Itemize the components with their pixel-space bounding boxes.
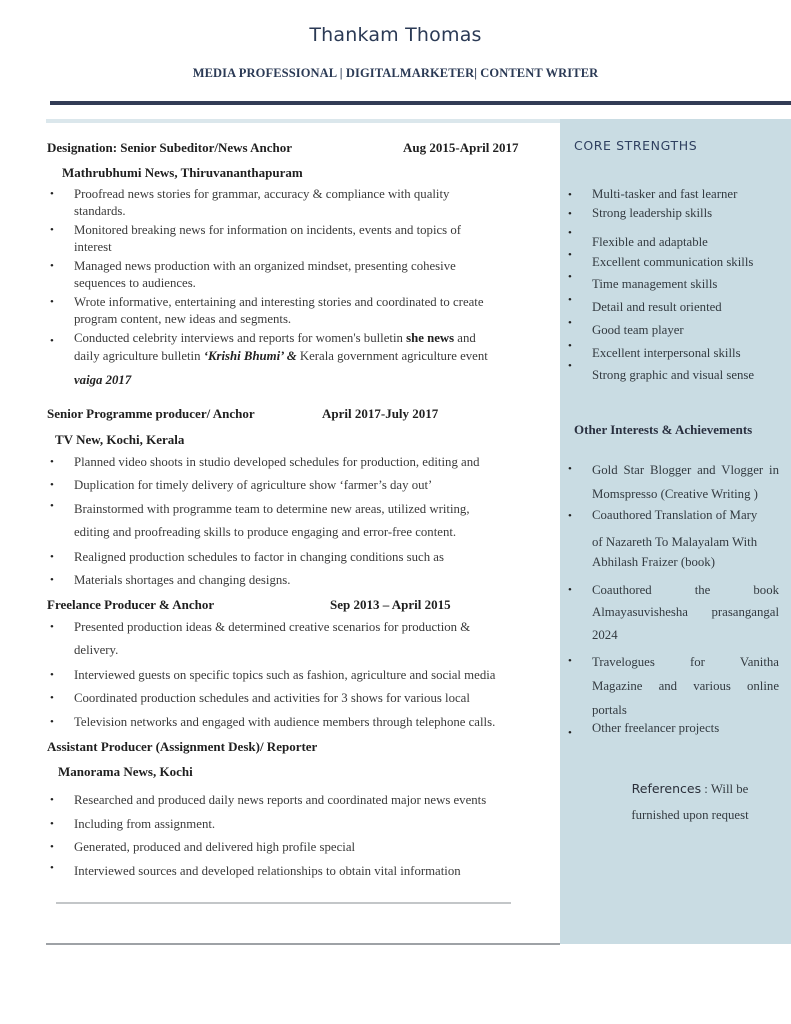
core-strength-item: Multi-tasker and fast learner: [592, 187, 738, 201]
interest-item-continued: Momspresso (Creative Writing ): [592, 487, 758, 501]
references-label: References: [631, 781, 702, 796]
bullet-icon: •: [568, 249, 572, 261]
job-title: Freelance Producer & Anchor: [47, 597, 215, 612]
core-strength-item: Strong leadership skills: [592, 206, 713, 220]
interest-item-continued: 2024: [592, 628, 618, 642]
bullet-icon: •: [50, 188, 54, 200]
bullet-icon: •: [50, 335, 54, 347]
header-divider: [50, 101, 791, 105]
bullet-icon: •: [50, 479, 54, 491]
references-note: References : Will be furnished upon request: [631, 781, 749, 822]
bullet-icon: •: [50, 260, 54, 272]
bullet-icon: •: [50, 669, 54, 681]
bullet-icon: •: [50, 692, 54, 704]
bullet-icon: •: [568, 463, 572, 475]
core-strength-item: Strong graphic and visual sense: [592, 368, 755, 382]
core-strength-item: Flexible and adaptable: [592, 235, 708, 249]
core-strength-item: Excellent communication skills: [592, 255, 754, 269]
bullet-icon: •: [568, 655, 572, 667]
bullet-icon: •: [50, 296, 54, 308]
interest-item: Travelogues for Vanitha: [592, 655, 779, 669]
krishi-bhumi-bulletin: ‘Krishi Bhumi’ &: [203, 349, 297, 363]
bullet-icon: •: [568, 584, 572, 596]
bullet-icon: •: [50, 841, 54, 853]
job-title: Senior Programme producer/ Anchor: [47, 406, 255, 421]
bullet-icon: •: [50, 818, 54, 830]
bullet-icon: •: [50, 500, 54, 512]
interest-item-continued: Almayasuvishesha prasangangal: [592, 605, 779, 619]
bullet-icon: •: [568, 317, 572, 329]
interest-item-continued: portals: [592, 703, 627, 717]
interest-item: Coauthored Translation of Mary: [592, 508, 758, 522]
bullet-icon: •: [50, 621, 54, 633]
interest-item: Gold Star Blogger and Vlogger in: [592, 463, 779, 477]
interests-heading: Other Interests & Achievements: [574, 422, 753, 437]
section-divider: [56, 902, 511, 904]
bullet-icon: •: [50, 862, 54, 874]
interest-item-continued: of Nazareth To Malayalam With: [592, 535, 758, 549]
bullet-icon: •: [568, 189, 572, 201]
interest-item: Other freelancer projects: [592, 721, 720, 735]
bullet-icon: •: [568, 294, 572, 306]
job-dates: April 2017-July 2017: [322, 406, 439, 421]
job-title: Designation: Senior Subeditor/News Anchor: [47, 140, 292, 155]
interest-item: Coauthored the book: [592, 583, 779, 597]
bullet-icon: •: [50, 551, 54, 563]
bullet-icon: •: [568, 360, 572, 372]
main-bottom-divider: [46, 943, 560, 945]
interest-item-continued: Magazine and various online: [592, 679, 779, 693]
bullet-icon: •: [50, 574, 54, 586]
core-strength-item: Good team player: [592, 323, 684, 337]
bullet-icon: •: [568, 727, 572, 739]
company-name: TV New, Kochi, Kerala: [55, 432, 185, 447]
bullet-icon: •: [568, 271, 572, 283]
core-strength-item: Time management skills: [592, 277, 718, 291]
main-top-tint-bar: [46, 119, 560, 123]
core-strengths-heading: CORE STRENGTHS: [574, 138, 698, 153]
bullet-icon: •: [568, 227, 572, 239]
bullet-icon: •: [568, 340, 572, 352]
job-title: Assistant Producer (Assignment Desk)/ Reporter: [47, 739, 318, 754]
bullet-icon: •: [50, 224, 54, 236]
job-dates: Sep 2013 – April 2015: [330, 597, 451, 612]
bullet-icon: •: [50, 794, 54, 806]
professional-tagline: MEDIA PROFESSIONAL | DIGITALMARKETER| CONTENT WRITER: [192, 66, 599, 80]
bullet-icon: •: [50, 716, 54, 728]
core-strength-item: Detail and result oriented: [592, 300, 722, 314]
bullet-icon: •: [50, 456, 54, 468]
company-name: Mathrubhumi News, Thiruvananthapuram: [62, 165, 303, 180]
vaiga-event: vaiga 2017: [74, 373, 132, 387]
core-strength-item: Excellent interpersonal skills: [592, 346, 741, 360]
bullet-icon: •: [568, 510, 572, 522]
candidate-name: Thankam Thomas: [309, 24, 482, 46]
bullet-icon: •: [568, 208, 572, 220]
job-dates: Aug 2015-April 2017: [403, 140, 519, 155]
company-name: Manorama News, Kochi: [58, 764, 193, 779]
she-news-bulletin: she news: [406, 331, 455, 345]
interest-item-continued: Abhilash Fraizer (book): [592, 555, 715, 569]
